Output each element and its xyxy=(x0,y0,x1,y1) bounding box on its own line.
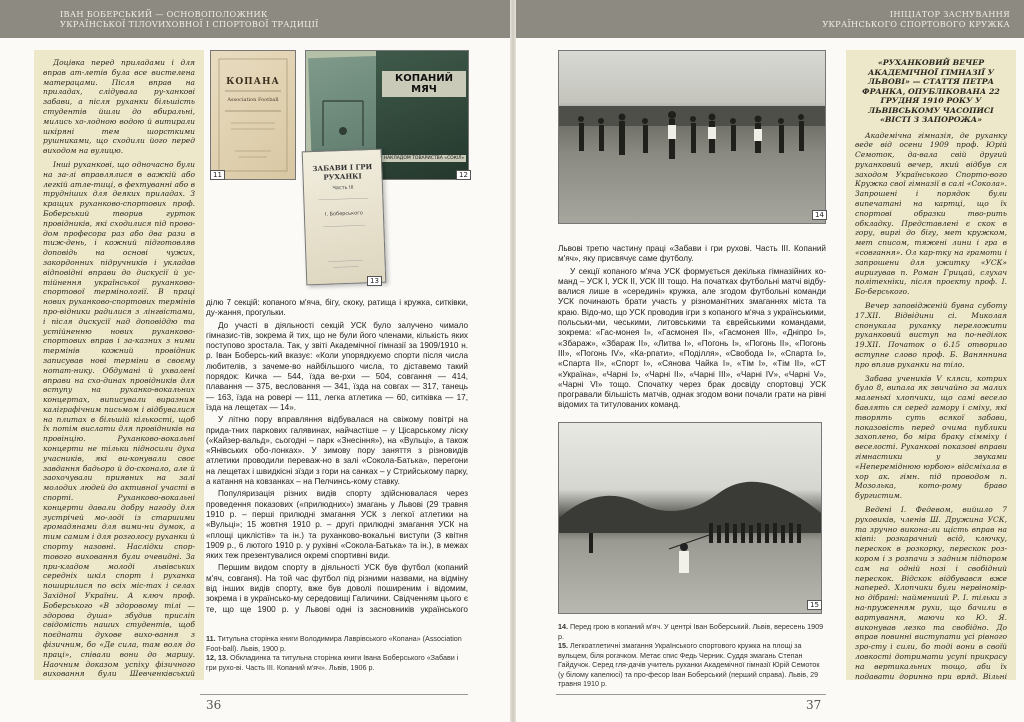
image-13-zabavy-title xyxy=(302,149,387,286)
right-sidebar-paragraph: Ведені І. Федевом, вийшло 7 руховиків, членів Ш. Дружина УСК, та зручно викона-ли щість вправ на ківпі: розкарачний всід, ключку, перескок в розкорку, перескок роз-кором і з розпачи з задним підпором сам на одній нозі і свобідний перескок. Відскок відбувався вже наперед. Хлопчики були нервіномір-но дібрані: найменший Р. І. тільки з на-пруженням рухи, що бачили в вартування, маючи ко Ю. Я. виконував лезко та свобідно. До вправ повинні виступати усі рівного зро-сту і сили, бо тоді вони в своїй ловкості дотримати усупі прикрасу на вертикальних тощо, аби їх подавати доринно при вряд. Вільні xyxy=(855,504,1007,680)
caption-14-text: Перед грою в копаний м'яч. У центрі Іван Боберський. Львів, вересень 1909 р. xyxy=(558,622,824,641)
caption-12-13-number: 12, 13. xyxy=(206,653,228,662)
athletics-scene xyxy=(559,423,821,613)
book-page-illustration xyxy=(211,51,295,179)
right-body-paragraph: У секції копаного м'яча УСК формується декілька гімназійних ко-манд – УСК І, УСК ІІ, УСК ІІІ тощо. На початках футбольні матчі відбу-валися лише в «середині» кружка, але згодом футбольні команди УСК починають брати участь у різноманітних змаганнях міста та краю. Відо-мо, що УСК проводив ігри з копаного м'яча з українськими, польськи-ми, чеськими, литовськими та єврейськими командами, зокрема: «Гас-монея І», «Гасмонея ІІ», «Гасмонея ІІІ», «Дніпро І», «Збараж», «Збараж ІІ», «Литва І», «Погонь І», «Погонь ІІ», «Погонь ІІІ», «Погонь IV», «Ка-рпати», «Поділля», «Свобода І», «Спарта І», «Спарта ІІ», «Спорт І», «Сянова Чайка І», «Тім І», «Тім ІІ», «СТ «Україна», «Чарні І», «Чарні ІІ», «Чарні ІІІ», «Чарні IV», «Чарні V», «Чарні VI» тощо. Спочатку через брак досвіду спортовці УСК програвали більшість матчів, однак згодом вони почали грати на рівні відомих та титулованих команд. xyxy=(558,266,826,410)
caption-15-number: 15. xyxy=(558,641,568,650)
left-sidebar-paragraph: Доцівка перед приладами і для вправ ат-летів була все вистелена матерацами. Після вправ на приладах, слідувала ру-ханкові забави, а після руханки більшість студентів йшли до вбиральні, мились хо-лодною водою й витирали шкіряні тем шорсткими рушниками, що сходили його перед виходом на вулицю. xyxy=(43,58,195,156)
left-sidebar-box xyxy=(34,50,204,680)
right-body-text xyxy=(558,244,826,412)
image-12-number: 12 xyxy=(456,170,471,180)
left-page-header xyxy=(0,0,510,38)
left-body-paragraph: ділю 7 секцій: копаного м'яча, бігу, скоку, ратища і кружка, ситківки, ду-жання, прогульки. xyxy=(206,298,468,318)
right-page-header xyxy=(516,0,1024,38)
book13-author: І. Боберського xyxy=(324,210,363,218)
image-15-athletics-photo xyxy=(558,422,822,614)
left-body-paragraph: У літню пору вправляння відбувалася на свіжому повітрі на прида-тних паркових галявинах, найчастіше – у Цісарському ліску («Кайзер-вальд», сьогодні – парк «Знесіння»), на «Вульці», а також «Янівських обо-лонках». У зимову пору заняття з різновидів атлетики проводили переваж-но в залі «Сокола-Батька», перегони на лещетах і швидкісні зїзди з гори на санках – у Стрийському парку, а катання на ковзанках – на Пелчинсь-кому ставку. xyxy=(206,415,468,487)
image-15-number: 15 xyxy=(807,600,822,610)
left-page-number: 36 xyxy=(206,698,222,712)
left-body-paragraph: Першим видом спорту в діяльності УСК був футбол (копаний м'яч, совганя). На той час футбол під різними назвами, на відміну від інших видів спорту, вже був доволі поширеним і відомим, зокрема і в українсько-му середовищі Галичини. Свідченням цього є те, що ще 1900 р. у Львові одні із засновників українського xyxy=(206,563,468,614)
goalpost-illustration xyxy=(318,91,378,151)
caption-15-text: Легкоатлетичні змагання Українського спортового кружка на площі за вульцем, біля рогачком. Метає спис Федь Черник. Суддя змагань Степан Гайдучок. Серед гля-дачів учитель руханки Академічної гімназії Юрій Семоток (у білому капелюсі) та про-фесор Іван Боберський (перший справа). Львів, 29 травня 1910 р. xyxy=(558,641,820,688)
left-body-paragraph: Популяризація різних видів спорту здійснювалася через проведення показових («прилюдних») змагань у Львові (29 травня 1910 р. – перші прилюдні змагання УСК з легкої атлетики на «Вульці»; 15 жовтня 1910 р. – другі прилюдні змагання УСК на «площі циклістів» та ін.) та руханково-вокальні виступи (3 квітня 1909 р., 6 лютого 1910 р. у рухівні «Сокола-Батька» та ін.), в межах яких теж презентувалися окремі спортивні види. xyxy=(206,489,468,561)
image-14-football-photo xyxy=(558,50,826,224)
caption-12-13 xyxy=(206,653,468,672)
book12-footer: НАКЛАДОМ ТОВАРИСТВА «СОКІЛ» xyxy=(383,156,465,161)
left-sidebar-paragraph: Інші руханкові, що одночасно були на за-лі вправлялися в важкій або легкій атле-тиці, в фехтуванні або в трудніших для деяких приладах. З кращих руханково-спортових проф. Боберський творив гурток провідників, які сходилися під прово-дом професора раз або два рази в тиж-день, і кожний підготовляв доповідь на основі чужих, закордонних підручників і укладав відповідні вправи до дискусії й ус-тійнення української руханково-спортової термінології. В праці нових руханково-спортових термінів про-відники радилися з лінгвістами, і після дискусії над доповіддю та устійненню нових руханково-спортових вправ і за-казних з ними термінів кожний провідник записував нові терміни в своєму нотат-нику. Обдумані й ухвалені вправи на схо-динах провідників для вступу на руханко-вокальних концертах, виписували виразним каліграфічним письмом і відбувалися на плитах в більшій кількості, щоб їх потім вислати для провідників на провінцію. Руханково-вокальні концерти не тільки підносили духа учасників, які ви-конували своє завдання бадьоро й до-сконало, але й заохочували приявних на залі молодих людей до активної участі в спорті. Руханково-вокальні концерти давали добру нагоду для зустрічей мо-лоді із старшими громадянами для вими-ни думок, а тим самим і для розголосу руханки й спорту назовні. Наслідки спор-тового виховання були очевидні. За при-кладом молоді львівських середніх шкіл спорт і руханка поширилися по всіх міс-тах і селах Західної України. А ключ проф. Боберського «В здоровому тілі — здорова душа» збудив присліп свідомість наших студентів, щоб поєднати духове вихо-вання з фізичним, бо «Де сила, там воля до праці», співали вони до маршу. Наочним доказом успіху фізичного виховання були Шевченківський xyxy=(43,159,195,679)
caption-11 xyxy=(206,634,468,653)
book11-subtitle: Association Football xyxy=(227,97,279,103)
caption-14-number: 14. xyxy=(558,622,568,631)
right-page-number: 37 xyxy=(806,698,822,712)
football-players-scene xyxy=(559,51,825,223)
right-header-line1: ІНІЦІАТОР ЗАСНУВАННЯ xyxy=(889,9,1010,19)
right-header-line2: УКРАЇНСЬКОГО СПОРТОВОГО КРУЖКА xyxy=(822,19,1010,29)
left-header-title xyxy=(60,9,319,29)
image-11-number: 11 xyxy=(210,170,225,180)
right-sidebar-paragraph: Забава учеників V кляси, котрих було 8, випала як звичайно за малих маленькі хлопчики, що самі весело бавлять ся серед гамору і сміху, які творять суть всякої забави, показовість перед очима публики захоплено, бо міра браку сімміху і веселості. Руханкові показові вправи гімнастики у звуками «Непереміднюю юрбою» відсміхала в хор ак. гімн. під проводом п. Мозолька, кото-рому браво бургистим. xyxy=(855,373,1007,501)
right-footer-rule xyxy=(556,694,826,695)
page-gutter xyxy=(510,0,516,722)
right-captions xyxy=(558,622,826,689)
left-footer-rule xyxy=(200,694,468,695)
left-captions xyxy=(206,634,468,672)
book13-lines xyxy=(303,150,386,285)
left-header-line1: ІВАН БОБЕРСЬКИЙ — ОСНОВОПОЛОЖНИК xyxy=(60,9,268,19)
right-sidebar-title: «РУХАНКОВИЙ ВЕЧЕР АКАДЕМІЧНОЇ ГІМНАЗІЇ У ЛЬВОВІ» — СТАТТЯ ПЕТРА ФРАНКА, ОПУБЛІКОВАНА 22 ГРУДНЯ 1910 РОКУ У ЛЬВІВСЬКОМУ ЧАСОПИСІ «ВІСТІ З ЗАПОРОЖА» xyxy=(862,58,1000,124)
book11-title: КОПАНА xyxy=(226,77,280,87)
caption-15 xyxy=(558,641,826,689)
left-header-line2: УКРАЇНСЬКОЇ ТІЛOVИХОВНОЇ І СПОРТОВОЇ ТРАДИЦІЇ xyxy=(60,19,319,29)
book13-subtitle: Часть III xyxy=(332,184,354,192)
caption-14 xyxy=(558,622,826,641)
book12-title: КОПАНИЙ МЯЧ xyxy=(382,71,466,97)
image-13-number: 13 xyxy=(367,276,382,286)
caption-12-13-text: Обкладинка та титульна сторінка книги Івана Боберського «Забави і гри рухо-ві. Часть III. Копаний м'яч». Львів, 1906 р. xyxy=(206,653,459,672)
right-sidebar-paragraph: Вечер заповідженій бувна суботу 17.XII. Відвідини сі. Миколая спонукала руханку переложити руханковий виступ на по-неділок 19.XII. Початок о 6.15 отворило вступне слово проф. Б. Ваняннина про вплив руханки на тіло. xyxy=(855,301,1007,369)
left-body-paragraph: До участі в діяльності секцій УСК було залучено чимало гімназис-тів, зокрема й тих, що не були його членами, кількість яких поступово зростала. Так, у звіті Академічної гімназії за 1909/1910 н. р. Іван Боберсь-кий вказує: «Коли упорядкуємо спорти після числа любителів, з зачеме-во найбільшого числа, то діставемо такий порядок: Кичка — 544, їзда ве-рхи — 504, совгання — 414, плавання — 375, весловання — 341, їзда на совгах — 317, танець — 163, їзда на ровері — 111, легка атлетика — 60, ситківка — 17, їзда на лещетах — 14». xyxy=(206,320,468,412)
right-header-title xyxy=(822,9,1010,29)
right-sidebar-box xyxy=(846,50,1016,680)
caption-11-number: 11. xyxy=(206,634,216,643)
left-body-text xyxy=(206,298,468,616)
right-body-paragraph: Львові третю частину праці «Забави і гри рухові. Часть III. Копаний м'яч», яку присвячує саме футболу. xyxy=(558,244,826,264)
right-sidebar-paragraph: Академічна гімназія, де руханку веде від осени 1909 проф. Юрій Семоток, да-вала свій другий руханковий вечер, який відбув ся заходом Українського Спорто-вого Кружка свої гімназії в салі «Сокола». Запрошені і порядок були випечатані на картці, що їх спортові образки тво-рить обкладку. Представлені є скок в гору, виргі до бігу, мет кружком, мет списом, тяжені лини і гра в «совгання». Ол кар-тку на грамоти і запрошени для ужитку «УСК» виригував п. Роман Грицай, слухач політехніки, після проєкту проф. І. Бо-берського. xyxy=(855,130,1007,297)
image-11-kopana-title xyxy=(210,50,296,180)
caption-11-text: Титульна сторінка книги Володимира Лаврівського «Копана» (Association Foot-ball). Львів, 1900 р. xyxy=(206,634,462,653)
image-14-number: 14 xyxy=(812,210,827,220)
book13-title: ЗАБАВИ І ГРИ РУХАНКІ xyxy=(312,161,373,182)
